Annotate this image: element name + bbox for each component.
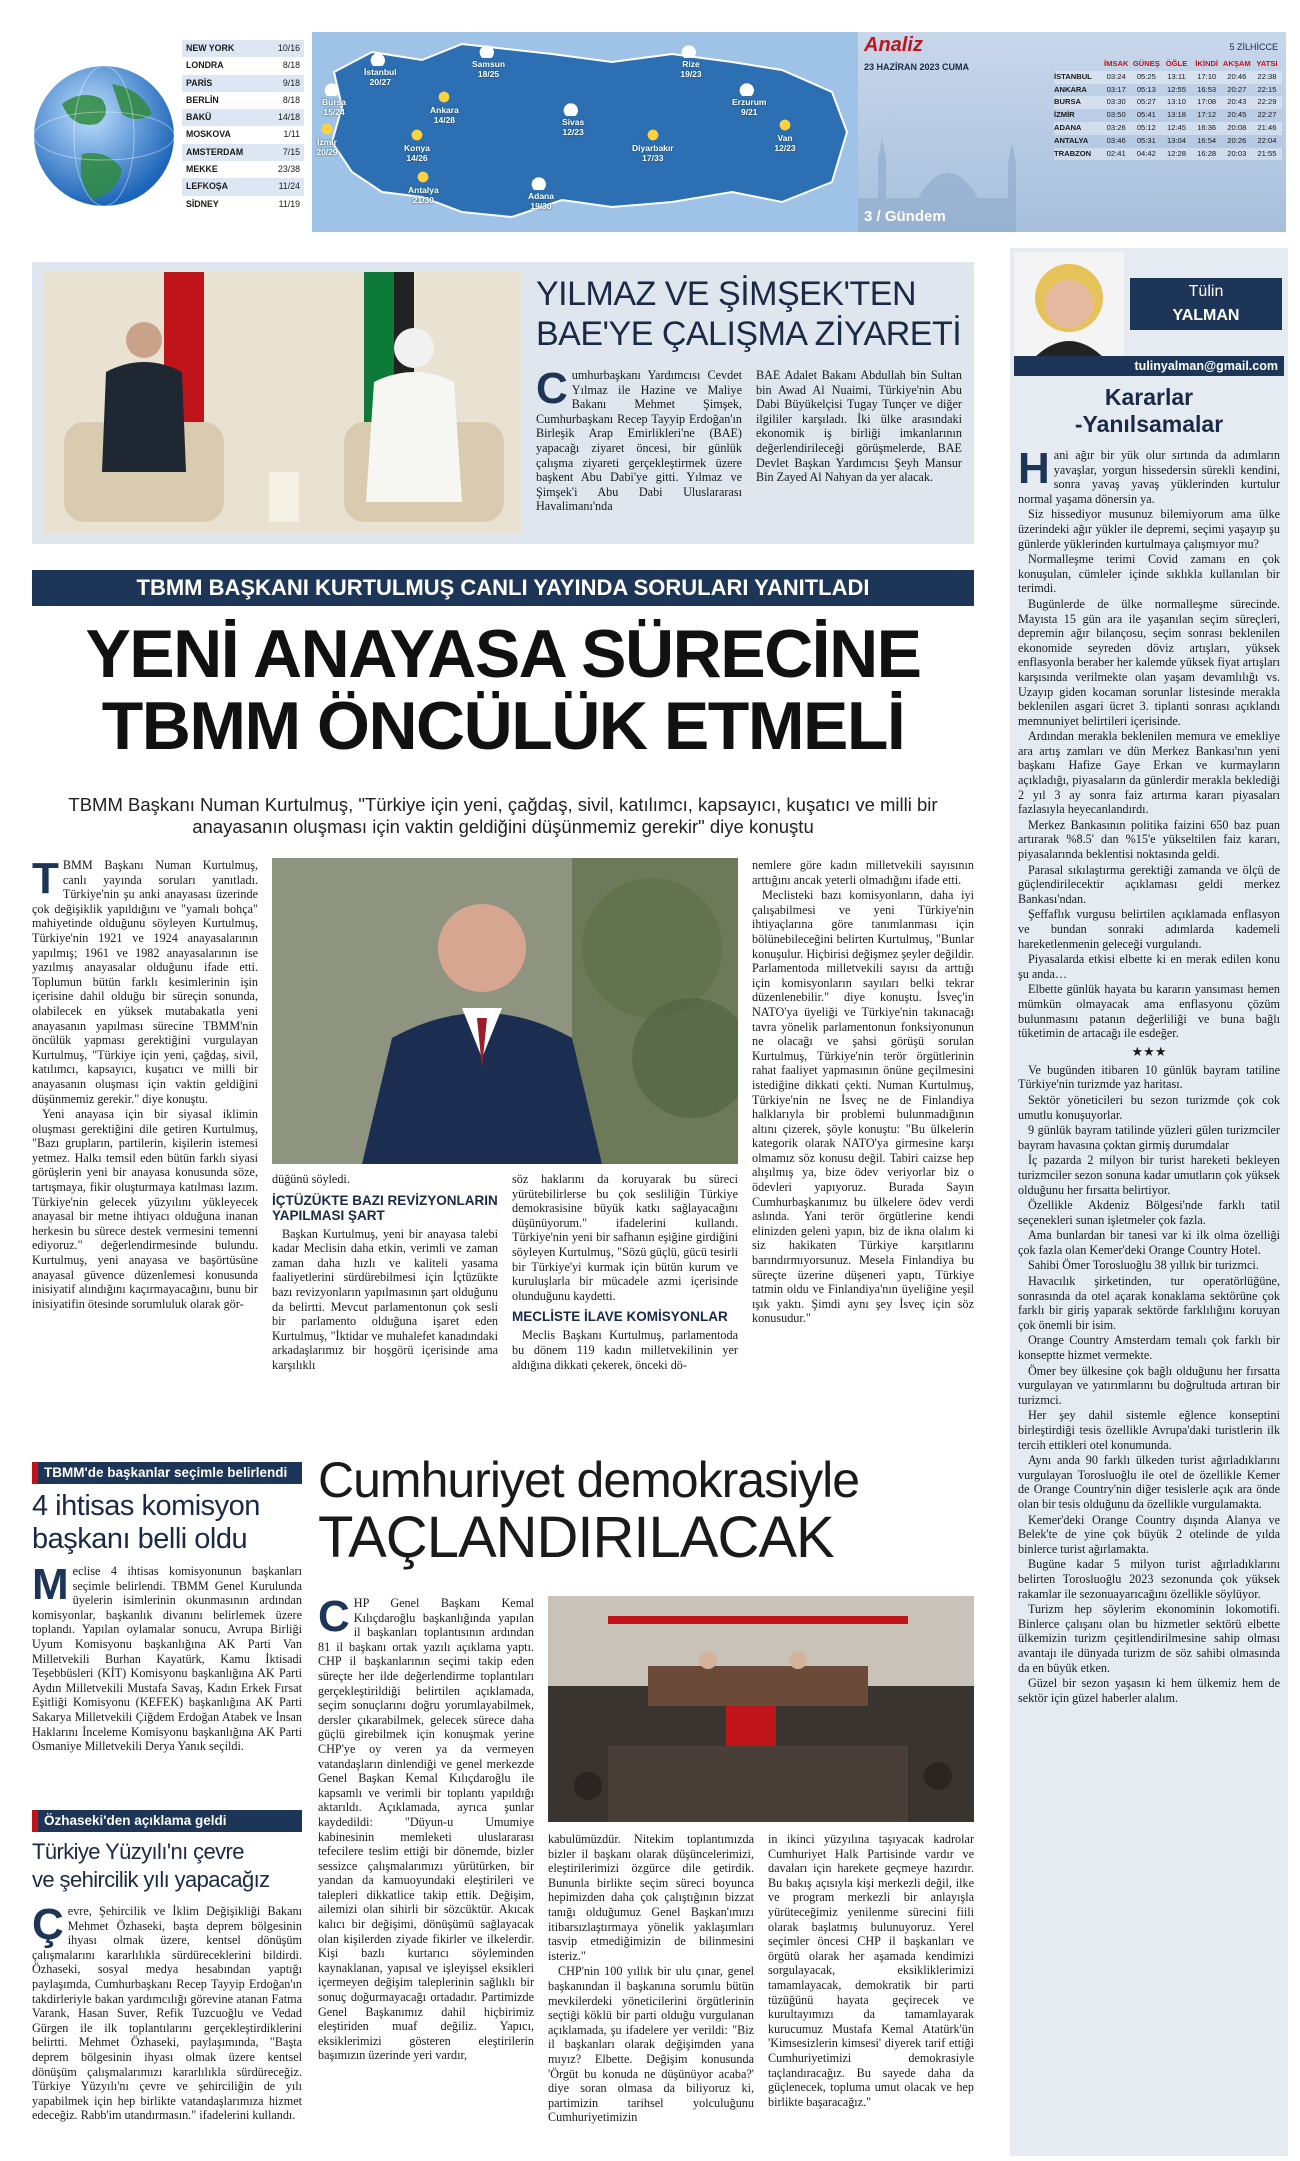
- story2-strap: TBMM BAŞKANI KURTULMUŞ CANLI YAYINDA SORULARI YANITLADI: [32, 570, 974, 606]
- story2-headline: YENİ ANAYASA SÜRECİNE TBMM ÖNCÜLÜK ETMELİ: [85, 616, 921, 764]
- city-row: AMSTERDAM 7/15: [182, 144, 304, 161]
- city-row: NEW YORK 10/16: [182, 40, 304, 57]
- column-body: Hani ağır bir yük olur sırtında da adımların yavaşlar, yorgun hissedersin sürekli kendini, sonra yavaş yavaş yüklerinden kurtulur normal yaşama dönersin ya. Siz hissediyor musunuz bilemiyorum ama ülke üzerindeki ağır yükler ile depremi, seçimi yaşayıp şu günlerde yüklerinden kurtulmaya çalışmıyor mu? Normalleşme terimi Covid zamanı en çok konuşulan, cümleler içinde sıklıkla kullanılan bir terimdi. Bugünlerde de ülke normalleşme sürecinde. Mayısta 15 gün ara ile yaşanılan seçim süreçleri, depremin ağır bilançosu, seçim sonrası beklenilen ekonomide seyreden döviz artışları, yüksek enflasyonla beraber her kalemde yüksek fiyat artışları karşısında verilmekte olan yaşam devamlılığı vs. Uzayıp giden kocaman sorunlar listesinde merakla beklenilen asgari ücret 3. tiplanti sonrası açıklandı memnuniyet belirtileri içerisinde. Ardından merakla beklenilen memura ve emekliye ara artış zamları ve dün Merkez Bankası'nın yeni başkanı Hafize Gaye Erkan ve kurmayların açıkladığı, piyasaların da günlerdir merakla beklediği 2 yıl 3 ay sonra faiz artırma kararı piyasaları fazlasıyla heyecanlandırdı. Merkez Bankasının politika faizini 650 baz puan artırarak %8.5' dan %15'e yükseltilen faiz kararı, piyasalarında beklentisi noktasında geldi. Parasal sıkılaştırma gerektiği zamanda ve ölçü de güçlendirilecektir açıklaması geldi merkez Bankası'ndan. Şeffaflık vurgusu belirtilen açıklamada enflasyon ve bundan sonraki adımlarda kademeli hareketlenmenin geleceği vurgulandı. Piyasalarda etkisi elbette ki en merak edilen konu şu anda… Elbette günlük hayata bu kararın yansıması hemen mümkün olmayacak ama enflasyonu çözüm bulunmasını patanın değerliliği ve buna bağlı tüketimin de artacağı ile esdeğer. ★★★ Ve bugünden itibaren 10 günlük bayram tatiline Türkiye'nin turizmde yaz haritası. Sektör yöneticileri bu sezon turizmde çok cok umutlu konuşuyorlar. 9 günlük bayram tatilinde yüzleri gülen turizmciler bayram havasına çoktan girmiş durumdalar İç pazarda 2 milyon bir turist hareketi bekleyen turizmciler sezon sonuna kadar umutların çok yüksek olduğunu her fırsatta belirtiyor. Özellikle Akdeniz Bölgesi'nde farklı tatil seçenekleri sunan işletmeler çok fazla. Ama bunlardan bir tanesi var ki ilk olma özelliği çok fazla olan Kemer'deki Orange Country Hotel. Sahibi Ömer Torosluoğlu 38 yıllık bir turizmci. Havacılık şirketinden, tur operatörlüğüne, sonrasında da otel açarak konaklama sektörüne çok farklı bir giriş yaparak sektörde farklılığını koruyan çok önemli bir isim. Orange Country Amsterdam temalı çok farklı bir konseptte hizmet vermekte. Ömer bey ülkesine çok bağlı olduğunu her fırsatta vurgulayan ve yatırımlarını bu doğrultuda artıran bir turizmci. Her şey dahil sistemle eğlence konseptini birleştirdiği tesis özellikle Avrupa'daki turistlerin ilk tercih ettikleri otel konumunda. Aynı anda 90 farklı ülkeden turist ağırladıklarını vurgulayan Torosluoğlu ile otel de özellikle Kemer de Orange Country'nin diğer tesislerle açık ara önde olan bir tesis olduğunu da özellikle vurgulamakta. Kemer'deki Orange Country dışında Alanya ve Belek'te de yine çok büyük 2 otelinde de yılda binlerce turist ağırlamakta. Bugüne kadar 5 milyon turist ağırladıklarını belirten Torosluoğlu 2023 sezonunda çok yüksek rakamlar ile sezonuayarıcağını özellikle söylüyor. Turizm hep söylerim ekonominin lokomotifi. Binlerce çalışanı olan bu hizmetler sektörü elbette ülkemizin turizm çeşitlendirilmesine sahip olması avantajı ile dünyada turizm de söz sahibi olmasında da en büyük etken. Güzel bir sezon yaşasın ki hem ülkemiz hem de sektör için güzel haberler alalım.: [1018, 448, 1280, 1705]
- weather-diyarbakir: Diyarbakır 17/33: [632, 128, 674, 163]
- story5-headline: Cumhuriyet demokrasiyle TAÇLANDIRILACAK: [318, 1452, 860, 1570]
- city-row: MEKKE 23/38: [186, 164, 300, 175]
- prayer-row: ANTALYA 03:46 05:31 13:04 16:54 20:26 22:04: [1054, 135, 1277, 145]
- story2-subhead-1: İÇTÜZÜKTE BAZI REVİZYONLARIN YAPILMASI ŞART: [272, 1192, 498, 1223]
- weather-antalya: Antalya 21/30: [408, 170, 439, 205]
- story2-subhead-2: MECLİSTE İLAVE KOMİSYONLAR: [512, 1309, 728, 1325]
- story1-col1: Cumhurbaşkanı Yardımcısı Cevdet Yılmaz ile Hazine ve Maliye Bakanı Mehmet Şimşek, Cumhurbaşkanı Recep Tayyip Erdoğan'ın Birleşik Arap Emirlikleri'ne (BAE) yapacağı ziyaret öncesi, bir günlük çalışma ziyareti gerçekleştirmek üzere başkent Abu Dabi'ye gitti. Yılmaz ve Şimşek'i Abu Dabi Uluslararası Havalimanı'nda: [536, 368, 742, 514]
- weather-bursa: Bursa 15/24: [322, 82, 346, 117]
- weather-header: [32, 32, 1286, 232]
- issue-date: 23 HAZİRAN 2023 CUMA: [864, 62, 970, 72]
- weather-rize: Rize 19/23: [680, 44, 702, 79]
- globe-icon: [32, 44, 177, 226]
- prayer-row: TRABZON 02:41 04:42 12:28 16:28 20:03 21:55: [1054, 148, 1282, 161]
- prayer-row: İZMİR 03:50 05:41 13:18 17:12 20:45 22:27: [1054, 110, 1277, 120]
- city-row: LEFKOŞA 11/24: [182, 178, 304, 195]
- weather-samsun: Samsun 18/25: [472, 44, 505, 79]
- world-cities-list: [182, 40, 304, 213]
- hijri-date: 5 ZİLHİCCE: [1229, 42, 1278, 52]
- column-title: Kararlar -Yanılsamalar: [1074, 384, 1224, 437]
- story-bae-box: [32, 262, 974, 544]
- city-row: PARİS 9/18: [182, 75, 304, 92]
- meeting-photo: [44, 272, 522, 534]
- story2-col2: düğünü söyledi. İÇTÜZÜKTE BAZI REVİZYONLARIN YAPILMASI ŞART Başkan Kurtulmuş, yeni bir anayasa talebi kadar Meclisin daha etkin, verimli ve zaman zaman daha hızlı ve kaliteli yasama faaliyetlerini sürdürebilmesi için İçtüzükte bazı revizyonların yapılmasının şart olduğunu da belirtti. Mevcut parlamentonun çok sesli bir parlamento olduğuna işaret eden Kurtulmuş, "İktidar ve muhalefet kanadındaki arkadaşlarımız bir hoşgörü içerisinde ama karşılıklı: [272, 1172, 498, 1372]
- story1-headline: YILMAZ VE ŞİMŞEK'TEN BAE'YE ÇALIŞMA ZİYARETİ: [536, 275, 962, 353]
- city-row: MOSKOVA 1/11: [186, 129, 300, 140]
- weather-izmir: İzmir 20/29: [316, 122, 338, 157]
- weather-erzurum: Erzurum 9/21: [732, 82, 766, 117]
- opinion-column: [1010, 248, 1288, 2156]
- city-row: LONDRA 8/18: [186, 60, 300, 71]
- story4-body: Çevre, Şehircilik ve İklim Değişikliği Bakanı Mehmet Özhaseki, başta deprem bölgesinin ihyası olmak üzere, kentsel dönüşüm çalışmalarını kararlılıkla sürdüreceklerini bildirdi. Özhaseki, sosyal medya hesabından yaptığı paylaşımda, Cumhurbaşkanı Recep Tayyip Erdoğan'ın takdirleriyle bakan yardımcılığı görevine atanan Fatma Varank, Hasan Suver, Refik Tuzcuoğlu ve Vedad Gürgen ile ilk toplantılarını gerçekleştirdiklerini belirtti. Mehmet Özhaseki, paylaşımında, "Başta deprem bölgesinin ihyası olmak üzere kentsel dönüşüm çalışmalarımızı kararlılıkla sürdüreceğiz. Türkiye Yüzyılı'nı çevre ve şehirciliğin de yılı yapabilmek için hep birlikte vatandaşlarımıza hizmet edeceğiz. Rabb'im utandırmasın." ifadelerini kullandı.: [32, 1904, 302, 2123]
- weather-adana: Adana 19/30: [528, 176, 554, 211]
- kurtulmus-photo: [272, 858, 738, 1164]
- weather-istanbul: İstanbul 20/27: [364, 52, 397, 87]
- story3-headline: 4 ihtisas komisyon başkanı belli oldu: [32, 1490, 260, 1555]
- story5-col2: kabulümüzdür. Nitekim toplantımızda bizler il başkanı olarak düşüncelerimizi, eleştirilerimizi özgürce dile getirdik. Bununla birlikte seçim süreci boyunca hepimizden daha çok çalıştığının bizzat tanığı olduğumuz Genel Başkan'ımızı itibarsızlaştırmaya yönelik yaklaşımları tasvip etmediğimizin de bilinmesini isteriz." CHP'nin 100 yıllık bir ulu çınar, genel başkanından il başkanına sorumlu bütün mevkilerdeki yöneticilerini örgütlerinin seçtiği köklü bir parti olduğu vurgulanan açıklamada, şu ifadelere yer verildi: "Biz il başkanları olarak değişimden yana mıyız? Elbette. Değişim konusunda 'Örgüt bu konuda ne düşünüyor acaba?' diye soran olmasa da biliyoruz ki, partimizin tarihsel yolculuğunu Cumhuriyetimizin: [548, 1832, 754, 2125]
- story1-col2: BAE Adalet Bakanı Abdullah bin Sultan bin Awad Al Nuaimi, Türkiye'nin Abu Dabi Büyükelçisi Tugay Tunçer ve diğer ilgililer karşıladı. İki ülke arasındaki ekonomik iş birliği imkanlarının değerlendirileceği görüşmelerde, BAE Devlet Başkan Yardımcısı Şeyh Mansur Bin Zayed Al Nahyan da yer alacak.: [756, 368, 962, 485]
- section-label: 3 / Gündem: [864, 208, 946, 225]
- author-email[interactable]: tulinyalman@gmail.com: [1014, 356, 1284, 376]
- city-row: BAKÜ 14/18: [182, 109, 304, 126]
- author-name-box: Tülin YALMAN: [1130, 278, 1282, 330]
- weather-sivas: Sivas 12/23: [562, 102, 584, 137]
- analiz-logo: Analiz: [864, 34, 923, 56]
- prayer-table: [1054, 58, 1282, 160]
- prayer-table-head: İMSAK GÜNEŞ ÖĞLE İKİNDİ AKŞAM YATSI: [1103, 59, 1278, 68]
- story4-tag: Özhaseki'den açıklama geldi: [32, 1810, 302, 1832]
- story5-col1: CHP Genel Başkanı Kemal Kılıçdaroğlu başkanlığında yapılan il başkanları toplantısının ardından 81 il başkanı ortak yazılı açıklama yaptı. CHP il başkanlarının seçimi takip eden süreçte her ilde değerlendirme toplantıları gerçekleştirildiği belirtilen açıklamada, seçim sonuçlarını doğru yorumlayabilmek, dersler çıkarabilmek, gelecek sürece daha güçlü girebilmek için konuşmak yerine CHP'ye oy veren ya da vermeyen vatandaşların dinlendiği ve genel merkezde Genel Başkan Kemal Kılıçdaroğlu ile kapsamlı ve verimli bir toplantı yapıldığı aktarıldı. Açıklamada, ayrıca şunlar kaydedildi: "Düyun-u Umumiye kabinesinin memleketi uluslararası tefecilere teslim ettiği bir dönemde, bizler sessizce çalışmalarımızı yürütürken, bir yandan da kamuoyundaki eleştirileri ve talepleri dikkatlice takip ettik. Değişim, ailemizi olan sihirli bir sözcüktür. Akıcak kalıcı bir değişimi, dönüşümü sağlayacak olan kişilerden ziyade fikirler ve ilkelerdir. Kişi bazlı kurtarıcı söyleminden kaynaklanan, yapısal ve işleyişsel eksikleri içermeyen değişim taleplerinin sağlıklı bir sonuç doğurmayacağı ortadadır. Partimizde Genel Başkanımız dahil hiçbirimiz eleştiriden muaf değiliz. Yapıcı, eksiklerimizi gösteren eleştirilerin başımızın üzerinde yeri vardır,: [318, 1596, 534, 2063]
- story5-col3: in ikinci yüzyılına taşıyacak kadrolar Cumhuriyet Halk Partisinde vardır ve davaları için harekete geçmeye hazırdır. Bu bakış açısıyla kişi merkezli değil, ilke ve program merkezli bir anlayışla yürüteceğimiz yenilenme sürecini fiili olarak başlatmış bulunuyoruz. Yerel seçimler öncesi CHP il başkanları ve örgütü olarak her aşamada kendimizi sorgulayacak, eksikliklerimizi tamamlayacak, demokratik bir parti tüzüğünü hayata geçirecek ve kurultayımızı da tamamlayarak kurucumuz Mustafa Kemal Atatürk'ün 'Kimsesizlerin kimsesi' diyerek tarif ettiği Cumhuriyetimizi demokrasiyle taçlandıracağız. Bu sayede daha da güçlenecek, topluma umut olacak ve hep birlikte başaracağız.": [768, 1832, 974, 2109]
- story3-body: Meclise 4 ihtisas komisyonunun başkanları seçimle belirlendi. TBMM Genel Kurulunda üyelerin isimlerinin okunmasının ardından komisyonlar, başkanlık divanını belirlemek üzere toplandı. Yapılan oylamalar sonucu, Avrupa Birliği Uyum Komisyonu başkanlığına AK Parti Van Milletvekili Burhan Kayatürk, Kamu İktisadi Teşebbüsleri (KİT) Komisyonu başkanlığına AK Parti Aydın Milletvekili Mustafa Savaş, Kadın Erkek Fırsat Eşitliği Komisyonu (KEFEK) başkanlığına AK Parti Sakarya Milletvekili Çiğdem Erdoğan Atabek ve İnsan Haklarını İnceleme Komisyonu başkanlığına AK Parti Osmaniye Milletvekili Derya Yanık seçildi.: [32, 1564, 302, 1754]
- prayer-times-panel: [858, 32, 1286, 232]
- chp-meeting-photo: [548, 1596, 974, 1822]
- story4-headline: Türkiye Yüzyılı'nı çevre ve şehircilik yılı yapacağız: [32, 1839, 270, 1892]
- prayer-row: ANKARA 03:17 05:13 12:55 16:53 20:27 22:15: [1054, 84, 1277, 94]
- city-row: SİDNEY 11/19: [186, 198, 300, 209]
- turkey-weather-map: [312, 32, 858, 232]
- author-photo: [1014, 252, 1124, 360]
- weather-van: Van 12/23: [774, 118, 796, 153]
- city-row: BERLİN 8/18: [186, 94, 300, 105]
- stars-divider: ★★★: [1131, 1043, 1167, 1059]
- prayer-row: İSTANBUL 03:24 05:25 13:11 17:10 20:46 22:38: [1054, 71, 1282, 84]
- story3-tag: TBMM'de başkanlar seçimle belirlendi: [32, 1462, 302, 1484]
- prayer-row: ADANA 03:26 05:12 12:45 16:36 20:08 21:46: [1054, 122, 1282, 135]
- weather-ankara: Ankara 14/28: [430, 90, 459, 125]
- weather-konya: Konya 14/26: [404, 128, 430, 163]
- story2-col3: söz haklarını da koruyarak bu süreci yürütebilirlerse bu çok sesliliğin Türkiye demokrasisine büyük katkı sağlayacağını düşünüyorum." ifadelerini kullandı. Türkiye'nin yeni bir safhanın eşiğine girdiğini söyleyen Kurtulmuş, "Sözü güçlü, gücü tesirli bir Türkiye'yi kurmak için bütün kurum ve kuruluşlarla bir mücadele azmi içerisinde olunduğunu kaydetti. MECLİSTE İLAVE KOMİSYONLAR Meclis Başkanı Kurtulmuş, parlamentoda bu dönem 119 kadın milletvekilinin yer aldığına dikkati çekerek, önceki dö-: [512, 1172, 738, 1372]
- story2-col1: TBMM Başkanı Numan Kurtulmuş, canlı yayında soruları yanıtladı. Türkiye'nin şu anki anayasası üzerinde çok değişiklik yapıldığını ve "yamalı bohça" mahiyetinde olduğunu söyleyen Kurtulmuş, Türkiye'nin 1921 ve 1924 anayasalarının yapılmış; 1961 ve 1982 anayasalarının ise yazılmış anayasalar olduğunu ifade etti. Toplumun bütün farklı kesimlerinin işin içerisine dahil olduğu bir süreçin sonunda, olabilecek en yüksek mutabakatla yeni anayasanın yapılması sürecine TBMM'nin öncülük yapması gerektiğini vurgulayan Kurtulmuş, "Türkiye için yeni, çağdaş, sivil, katılımcı, kapsayıcı, kuşatıcı ve milli bir anayasanın oluşması için vaktin geldiğini düşünmemiz gerekir." diye konuştu. Yeni anayasa için bir siyasal iklimin oluşması gerektiğini dile getiren Kurtulmuş, "Bazı grupların, partilerin, kişilerin istemesi yetmez. Halkı temsil eden bütün farklı siyasi görüşlerin yeni bir anayasa konusunda söze, tartışmaya, fikir oluşturmaya katılması lazım. Türkiye'nin gelecek yüzyılını yükleyecek anayasal bir metne ihtiyacı olduğuna inanan herkesin bu sürece destek vermesini temenni ediyoruz." değerlendirmesinde bulundu. Kurtulmuş, yeni anayasa ve başörtüsüne anayasal güvence düzenlemesi konusunda inisiyatif alındığını kaçırmayacağını, bunu bir inisiyatifin ötesinde sorumluluk olarak gör-: [32, 858, 258, 1311]
- prayer-row: BURSA 03:30 05:27 13:10 17:08 20:43 22:29: [1054, 96, 1282, 109]
- story2-deck: TBMM Başkanı Numan Kurtulmuş, "Türkiye için yeni, çağdaş, sivil, katılımcı, kapsayıcı, kuşatıcı ve milli bir anayasanın oluşması için vaktin geldiğini düşünmemiz gerekir" diye konuştu: [68, 794, 938, 837]
- story2-col4: nemlere göre kadın milletvekili sayısının arttığını ancak yeterli olmadığını ifade etti. Meclisteki bazı komisyonların, daha iyi çalışabilmesi ve yeni Türkiye'nin ihtiyaçlarına göre tanımlanması için bölünebileceğini belirten Kurtulmuş, "Bunlar konuşulur. Hiçbirisi değişmez şeyler değildir. Parlamentoda milletvekili sayısı da arttığı için komisyonların sayıları belki tekrar düzenlenebilir." diye konuştu. İsveç'in NATO'ya üyeliği ve Türkiye'nin takınacağı tavra yönelik parlamentonun fonksiyonunun ne olacağı ve şahsi görüşü sorulan Kurtulmuş, Türkiye'nin terör örgütlerinin rahat faaliyet yapmasının önüne geçilmesini istediğine dikkati çekti. Numan Kurtulmuş, Türkiye'nin ne İsveç ne de Finlandiya halklarıyla bir problemi bulunmadığının altını çizerek, şöyle konuştu: "Bu ülkelerin kategorik olarak NATO'ya girmesine karşı olmamız söz konusu değil. Tabiri caizse hep alışılmış ya, bize ödev veriyorlar biz o ödevleri yapıyoruz. Burada Sayın Cumhurbaşkanımız bu ülkelere ödev verdi aslında. Yani terör örgütlerine kendi elinizden geleni yapın, biz de ikna olalım ki siz hakikaten Türkiye karşıtlarını barındırmıyorsunuz. Mesela Finlandiya bu süreçte üzerine düşeneri yaptı, Türkiye tatmin oldu ve Finlandiya'nın üyeliğine yeşil ışık yaktı. Şimdi aynı şey İsveç için söz konusudur.": [752, 858, 974, 1326]
